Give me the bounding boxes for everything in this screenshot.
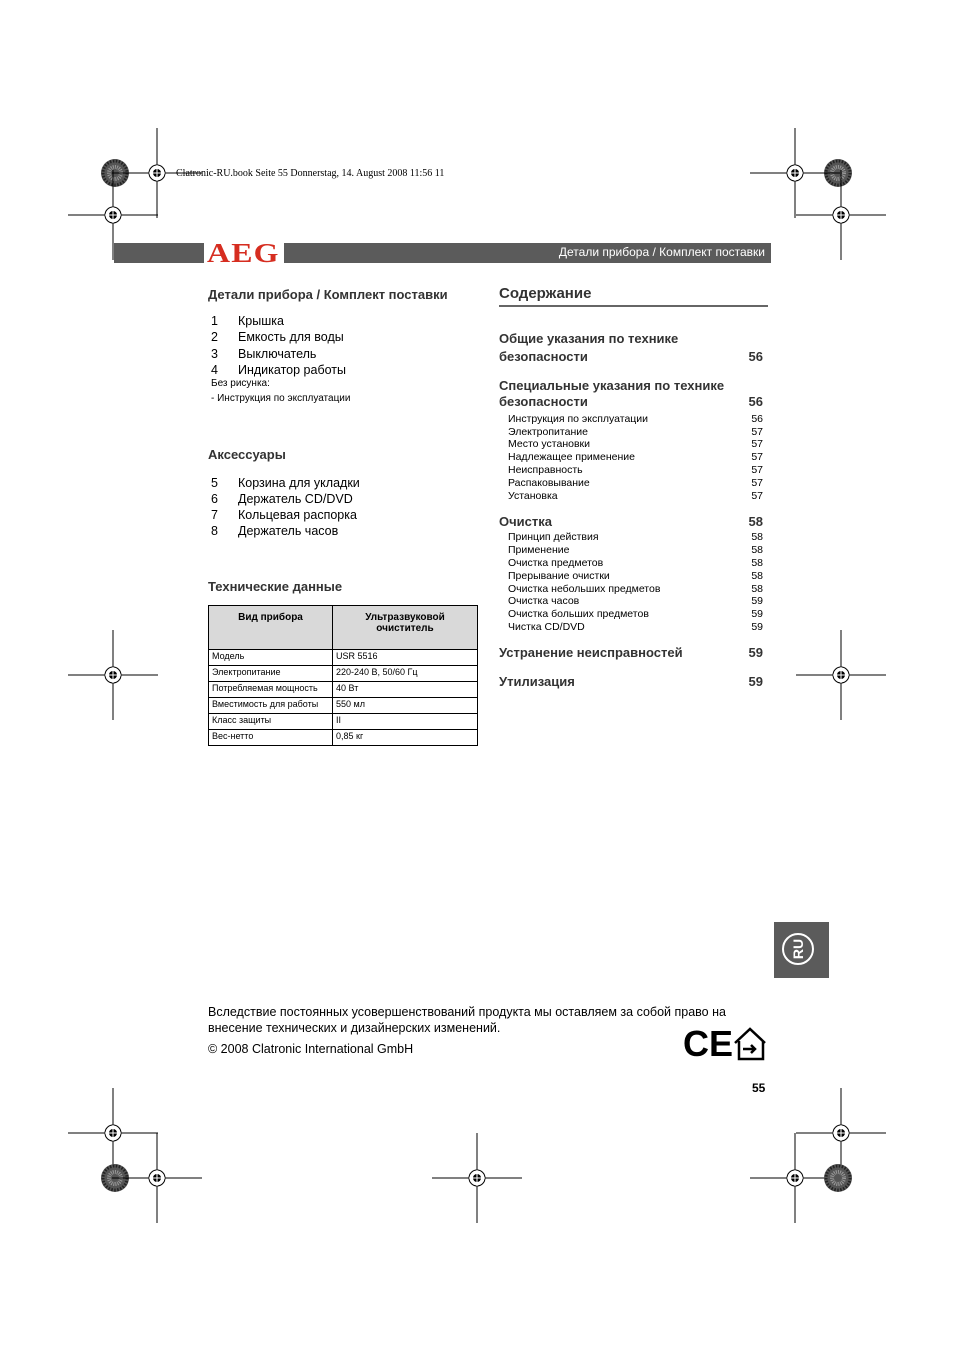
tech-value: 550 мл [333,698,478,714]
toc-section-label: безопасности [499,394,588,409]
house-disposal-icon [735,1029,765,1059]
toc-section-label: Утилизация [499,674,575,689]
toc-page-number: 59 [748,645,763,660]
toc-section-cleaning[interactable] [499,514,763,529]
language-badge [782,933,814,965]
header-band-left [114,243,204,263]
header-title: Детали прибора / Комплект поставки [558,245,765,259]
tech-header-row [209,606,478,650]
parts-heading: Детали прибора / Комплект поставки [208,287,448,302]
parts-item: 2 Емкость для воды [211,330,344,344]
toc-section-label: Устранение неисправностей [499,645,683,660]
copyright: © 2008 Clatronic International GmbH [208,1042,414,1056]
tech-key: Модель [209,650,333,666]
tech-value: USR 5516 [333,650,478,666]
toc-page-number: 56 [748,394,763,409]
tech-heading: Технические данные [208,579,343,594]
toc-item[interactable]: Электропитание 57 [508,426,763,438]
page-number: 55 [752,1081,766,1095]
toc-section-special-safety[interactable] [499,378,763,409]
tech-key: Потребляемая мощность [209,682,333,698]
accessory-item: 8 Держатель часов [211,524,339,538]
tech-col-header: Вид прибора [209,606,333,650]
toc-section-label: Специальные указания по технике [499,378,725,393]
tech-table [208,605,478,746]
accessory-item: 7 Кольцевая распорка [211,508,357,522]
table-row [209,730,478,746]
toc-title: Содержание [499,285,592,302]
table-row [209,666,478,682]
table-row [209,714,478,730]
toc-section-label: Очистка [499,514,552,529]
tech-value: 220-240 В, 50/60 Гц [333,666,478,682]
tech-key: Вес-нетто [209,730,333,746]
toc-section-disposal[interactable] [499,674,763,689]
toc-section-label: безопасности [499,349,588,364]
toc-item[interactable]: Место установки 57 [508,438,763,450]
toc-item[interactable]: Инструкция по эксплуатации 56 [508,413,763,425]
parts-note: Без рисунка: [211,378,270,389]
tech-value: II [333,714,478,730]
parts-item: 1 Крышка [211,314,284,328]
accessory-item: 6 Держатель CD/DVD [211,492,353,506]
footer-disclaimer: внесение технических и дизайнерских изменений. [208,1021,501,1035]
footer-disclaimer: Вследствие постоянных усовершенствований продукта мы оставляем за собой право на [208,1005,726,1019]
accessory-item: 5 Корзина для укладки [211,476,360,490]
accessories-heading: Аксессуары [208,447,286,462]
toc-item[interactable]: Очистка предметов 58 [508,557,763,569]
toc-item[interactable]: Надлежащее применение 57 [508,451,763,463]
table-row [209,650,478,666]
table-row [209,682,478,698]
toc-item[interactable]: Очистка часов 59 [508,595,763,607]
toc-section-troubleshooting[interactable] [499,645,763,660]
toc-item[interactable]: Установка 57 [508,490,763,502]
parts-item: 3 Выключатель [211,347,317,361]
toc-page-number: 58 [748,514,763,529]
toc-item[interactable]: Принцип действия 58 [508,531,763,543]
language-code: RU [790,938,806,960]
svg-text:CE: CE [683,1025,734,1061]
toc-item[interactable]: Применение 58 [508,544,763,556]
ce-mark-icon [683,1025,769,1061]
aeg-logo: AEG [207,238,280,268]
print-file-info: Clatronic-RU.book Seite 55 Donnerstag, 14. August 2008 11:56 11 [176,168,445,179]
toc-item[interactable]: Прерывание очистки 58 [508,570,763,582]
toc-section-label: Общие указания по технике [499,331,679,346]
toc-item[interactable]: Неисправность 57 [508,464,763,476]
toc-section-general-safety[interactable] [499,331,763,364]
toc-item[interactable]: Очистка небольших предметов 58 [508,583,763,595]
toc-page-number: 59 [748,674,763,689]
toc-item[interactable]: Очистка больших предметов 59 [508,608,763,620]
tech-value: 40 Вт [333,682,478,698]
toc-page-number: 56 [748,349,763,364]
toc-rule [499,305,768,307]
parts-item: 4 Индикатор работы [211,363,346,377]
table-row [209,698,478,714]
header-band [284,243,771,263]
tech-value: 0,85 кг [333,730,478,746]
parts-note: - Инструкция по эксплуатации [211,393,351,404]
language-tab [774,922,829,978]
toc-item[interactable]: Распаковывание 57 [508,477,763,489]
tech-key: Вместимость для работы [209,698,333,714]
toc-item[interactable]: Чистка CD/DVD 59 [508,621,763,633]
tech-col-header: Ультразвуковой очиститель [333,606,478,650]
tech-key: Электропитание [209,666,333,682]
tech-key: Класс защиты [209,714,333,730]
